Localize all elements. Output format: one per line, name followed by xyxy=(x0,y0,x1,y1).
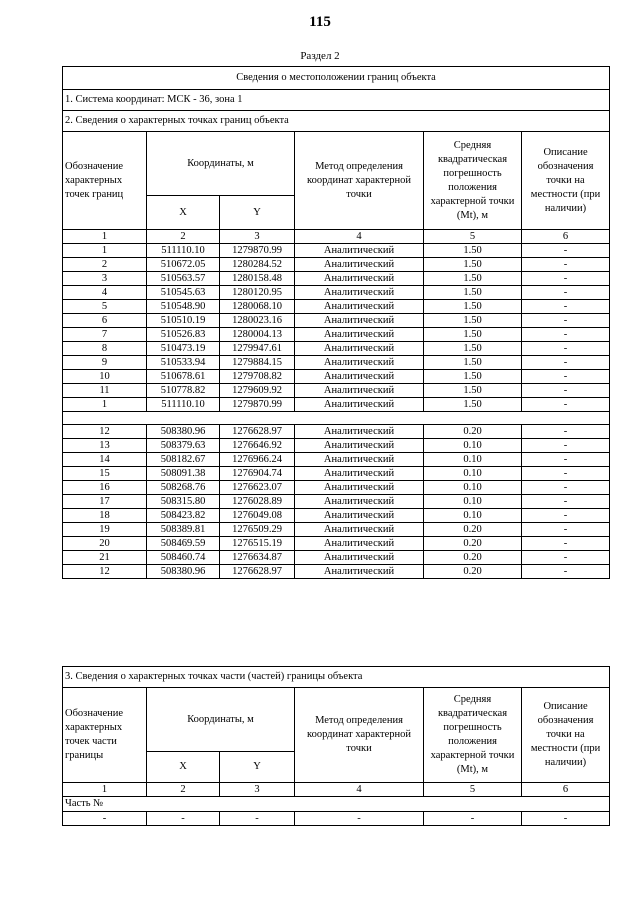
error: 1.50 xyxy=(424,244,522,258)
column-number: 5 xyxy=(424,783,522,797)
description: - xyxy=(522,439,610,453)
point-name: 20 xyxy=(63,537,147,551)
coord-y: 1276628.97 xyxy=(220,565,295,579)
error: 0.20 xyxy=(424,565,522,579)
description: - xyxy=(522,356,610,370)
coord-y: 1276904.74 xyxy=(220,467,295,481)
coord-x: 508423.82 xyxy=(147,509,220,523)
description: - xyxy=(522,286,610,300)
description: - xyxy=(522,537,610,551)
method: Аналитический xyxy=(295,439,424,453)
table-row xyxy=(63,286,610,300)
description: - xyxy=(522,328,610,342)
table-row xyxy=(63,495,610,509)
coord-y: 1276628.97 xyxy=(220,425,295,439)
error: 1.50 xyxy=(424,286,522,300)
error: 0.20 xyxy=(424,425,522,439)
table-row xyxy=(63,439,610,453)
header-y: Y xyxy=(220,196,295,230)
point-name: 14 xyxy=(63,453,147,467)
coord-x: 508380.96 xyxy=(147,565,220,579)
header-coords: Координаты, м xyxy=(147,132,295,196)
empty-cell: - xyxy=(147,812,220,826)
coord-y: 1279947.61 xyxy=(220,342,295,356)
description: - xyxy=(522,523,610,537)
table-row xyxy=(63,370,610,384)
description: - xyxy=(522,509,610,523)
description: - xyxy=(522,565,610,579)
description: - xyxy=(522,551,610,565)
header-description: Описание обозначения точки на местности (при наличии) xyxy=(522,688,610,783)
method: Аналитический xyxy=(295,328,424,342)
method: Аналитический xyxy=(295,425,424,439)
coord-x: 510526.83 xyxy=(147,328,220,342)
column-number: 1 xyxy=(63,783,147,797)
error: 1.50 xyxy=(424,356,522,370)
error: 1.50 xyxy=(424,342,522,356)
point-name: 3 xyxy=(63,272,147,286)
table-row xyxy=(63,537,610,551)
point-name: 2 xyxy=(63,258,147,272)
column-number: 5 xyxy=(424,230,522,244)
header-method: Метод определения координат характерной точки xyxy=(295,132,424,230)
empty-cell: - xyxy=(522,812,610,826)
method: Аналитический xyxy=(295,258,424,272)
header-x: X xyxy=(147,752,220,783)
coord-y: 1279609.92 xyxy=(220,384,295,398)
method: Аналитический xyxy=(295,342,424,356)
header-method: Метод определения координат характерной точки xyxy=(295,688,424,783)
point-name: 12 xyxy=(63,565,147,579)
coord-x: 510563.57 xyxy=(147,272,220,286)
table-row xyxy=(63,551,610,565)
point-name: 13 xyxy=(63,439,147,453)
coord-y: 1279884.15 xyxy=(220,356,295,370)
description: - xyxy=(522,425,610,439)
method: Аналитический xyxy=(295,467,424,481)
empty-cell: - xyxy=(220,812,295,826)
point-name: 15 xyxy=(63,467,147,481)
method: Аналитический xyxy=(295,523,424,537)
section3-title: 3. Сведения о характерных точках части (частей) границы объекта xyxy=(63,667,610,688)
coord-x: 508389.81 xyxy=(147,523,220,537)
coord-y: 1276049.08 xyxy=(220,509,295,523)
coord-y: 1279870.99 xyxy=(220,244,295,258)
table-row xyxy=(63,425,610,439)
method: Аналитический xyxy=(295,509,424,523)
table-row xyxy=(63,481,610,495)
coord-y: 1280120.95 xyxy=(220,286,295,300)
header-designation: Обозначение характерных точек границ xyxy=(63,132,147,230)
table-row xyxy=(63,300,610,314)
header-error: Средняя квадратическая погрешность положения характерной точки (Mt), м xyxy=(424,132,522,230)
coord-x: 508091.38 xyxy=(147,467,220,481)
error: 1.50 xyxy=(424,272,522,286)
point-name: 1 xyxy=(63,398,147,412)
method: Аналитический xyxy=(295,565,424,579)
column-number: 6 xyxy=(522,230,610,244)
error: 0.20 xyxy=(424,551,522,565)
table-row xyxy=(63,565,610,579)
method: Аналитический xyxy=(295,370,424,384)
description: - xyxy=(522,300,610,314)
description: - xyxy=(522,314,610,328)
description: - xyxy=(522,258,610,272)
coord-x: 508460.74 xyxy=(147,551,220,565)
coord-x: 511110.10 xyxy=(147,244,220,258)
coord-y: 1280158.48 xyxy=(220,272,295,286)
method: Аналитический xyxy=(295,453,424,467)
point-name: 21 xyxy=(63,551,147,565)
point-name: 18 xyxy=(63,509,147,523)
column-number: 6 xyxy=(522,783,610,797)
coord-x: 510473.19 xyxy=(147,342,220,356)
coord-y: 1280068.10 xyxy=(220,300,295,314)
table-title: Сведения о местоположении границ объекта xyxy=(63,67,610,90)
column-number: 2 xyxy=(147,783,220,797)
error: 1.50 xyxy=(424,258,522,272)
empty-cell: - xyxy=(63,812,147,826)
point-name: 9 xyxy=(63,356,147,370)
coord-x: 508379.63 xyxy=(147,439,220,453)
blank-cell xyxy=(63,412,610,425)
description: - xyxy=(522,244,610,258)
blank-row xyxy=(63,412,610,425)
description: - xyxy=(522,398,610,412)
table-row xyxy=(63,356,610,370)
coord-x: 508315.80 xyxy=(147,495,220,509)
header-error: Средняя квадратическая погрешность положения характерной точки (Mt), м xyxy=(424,688,522,783)
coord-x: 508268.76 xyxy=(147,481,220,495)
table-row xyxy=(63,258,610,272)
coord-y: 1276646.92 xyxy=(220,439,295,453)
coord-x: 510510.19 xyxy=(147,314,220,328)
coord-x: 510533.94 xyxy=(147,356,220,370)
coord-y: 1276623.07 xyxy=(220,481,295,495)
coord-x: 510672.05 xyxy=(147,258,220,272)
description: - xyxy=(522,481,610,495)
method: Аналитический xyxy=(295,537,424,551)
error: 0.10 xyxy=(424,481,522,495)
point-name: 7 xyxy=(63,328,147,342)
error: 1.50 xyxy=(424,314,522,328)
error: 1.50 xyxy=(424,370,522,384)
header-x: X xyxy=(147,196,220,230)
method: Аналитический xyxy=(295,314,424,328)
coord-x: 510678.61 xyxy=(147,370,220,384)
point-name: 19 xyxy=(63,523,147,537)
point-name: 6 xyxy=(63,314,147,328)
error: 0.20 xyxy=(424,537,522,551)
method: Аналитический xyxy=(295,495,424,509)
method: Аналитический xyxy=(295,300,424,314)
method: Аналитический xyxy=(295,398,424,412)
coord-x: 508469.59 xyxy=(147,537,220,551)
coord-y: 1276966.24 xyxy=(220,453,295,467)
method: Аналитический xyxy=(295,244,424,258)
description: - xyxy=(522,495,610,509)
header-y: Y xyxy=(220,752,295,783)
table-row xyxy=(63,272,610,286)
description: - xyxy=(522,467,610,481)
coord-y: 1276634.87 xyxy=(220,551,295,565)
method: Аналитический xyxy=(295,481,424,495)
empty-cell: - xyxy=(424,812,522,826)
error: 0.10 xyxy=(424,439,522,453)
column-number: 4 xyxy=(295,783,424,797)
section-label: Раздел 2 xyxy=(300,50,340,62)
error: 1.50 xyxy=(424,300,522,314)
column-number: 2 xyxy=(147,230,220,244)
coord-x: 508380.96 xyxy=(147,425,220,439)
column-number: 1 xyxy=(63,230,147,244)
method: Аналитический xyxy=(295,286,424,300)
table-row xyxy=(63,314,610,328)
description: - xyxy=(522,453,610,467)
coord-y: 1276028.89 xyxy=(220,495,295,509)
column-number: 3 xyxy=(220,783,295,797)
error: 1.50 xyxy=(424,398,522,412)
table-row xyxy=(63,384,610,398)
header-coords: Координаты, м xyxy=(147,688,295,752)
error: 0.10 xyxy=(424,467,522,481)
header-designation-part: Обозначение характерных точек части границы xyxy=(63,688,147,783)
coord-system: 1. Система координат: МСК - 36, зона 1 xyxy=(63,90,610,111)
part-points-table xyxy=(62,666,610,826)
table-row xyxy=(63,467,610,481)
method: Аналитический xyxy=(295,551,424,565)
coord-y: 1280004.13 xyxy=(220,328,295,342)
point-name: 17 xyxy=(63,495,147,509)
coord-y: 1279870.99 xyxy=(220,398,295,412)
point-name: 10 xyxy=(63,370,147,384)
table-row xyxy=(63,244,610,258)
point-name: 12 xyxy=(63,425,147,439)
table-row xyxy=(63,342,610,356)
description: - xyxy=(522,370,610,384)
coord-x: 510778.82 xyxy=(147,384,220,398)
method: Аналитический xyxy=(295,356,424,370)
empty-cell: - xyxy=(295,812,424,826)
table-row xyxy=(63,509,610,523)
column-number: 4 xyxy=(295,230,424,244)
part-label: Часть № xyxy=(63,797,610,812)
coord-y: 1279708.82 xyxy=(220,370,295,384)
boundary-points-table xyxy=(62,66,610,579)
description: - xyxy=(522,342,610,356)
method: Аналитический xyxy=(295,384,424,398)
coord-y: 1276515.19 xyxy=(220,537,295,551)
coord-y: 1276509.29 xyxy=(220,523,295,537)
table-row xyxy=(63,328,610,342)
point-name: 1 xyxy=(63,244,147,258)
error: 0.10 xyxy=(424,453,522,467)
page-number: 115 xyxy=(309,14,331,30)
point-name: 4 xyxy=(63,286,147,300)
table-row xyxy=(63,523,610,537)
coord-x: 510545.63 xyxy=(147,286,220,300)
error: 0.10 xyxy=(424,509,522,523)
error: 0.10 xyxy=(424,495,522,509)
method: Аналитический xyxy=(295,272,424,286)
error: 0.20 xyxy=(424,523,522,537)
point-name: 8 xyxy=(63,342,147,356)
coord-y: 1280284.52 xyxy=(220,258,295,272)
column-number: 3 xyxy=(220,230,295,244)
section2-title: 2. Сведения о характерных точках границ объекта xyxy=(63,111,610,132)
table-row xyxy=(63,453,610,467)
table-row xyxy=(63,398,610,412)
point-name: 11 xyxy=(63,384,147,398)
header-description: Описание обозначения точки на местности (при наличии) xyxy=(522,132,610,230)
coord-y: 1280023.16 xyxy=(220,314,295,328)
point-name: 5 xyxy=(63,300,147,314)
error: 1.50 xyxy=(424,384,522,398)
coord-x: 510548.90 xyxy=(147,300,220,314)
description: - xyxy=(522,384,610,398)
description: - xyxy=(522,272,610,286)
coord-x: 508182.67 xyxy=(147,453,220,467)
error: 1.50 xyxy=(424,328,522,342)
point-name: 16 xyxy=(63,481,147,495)
coord-x: 511110.10 xyxy=(147,398,220,412)
